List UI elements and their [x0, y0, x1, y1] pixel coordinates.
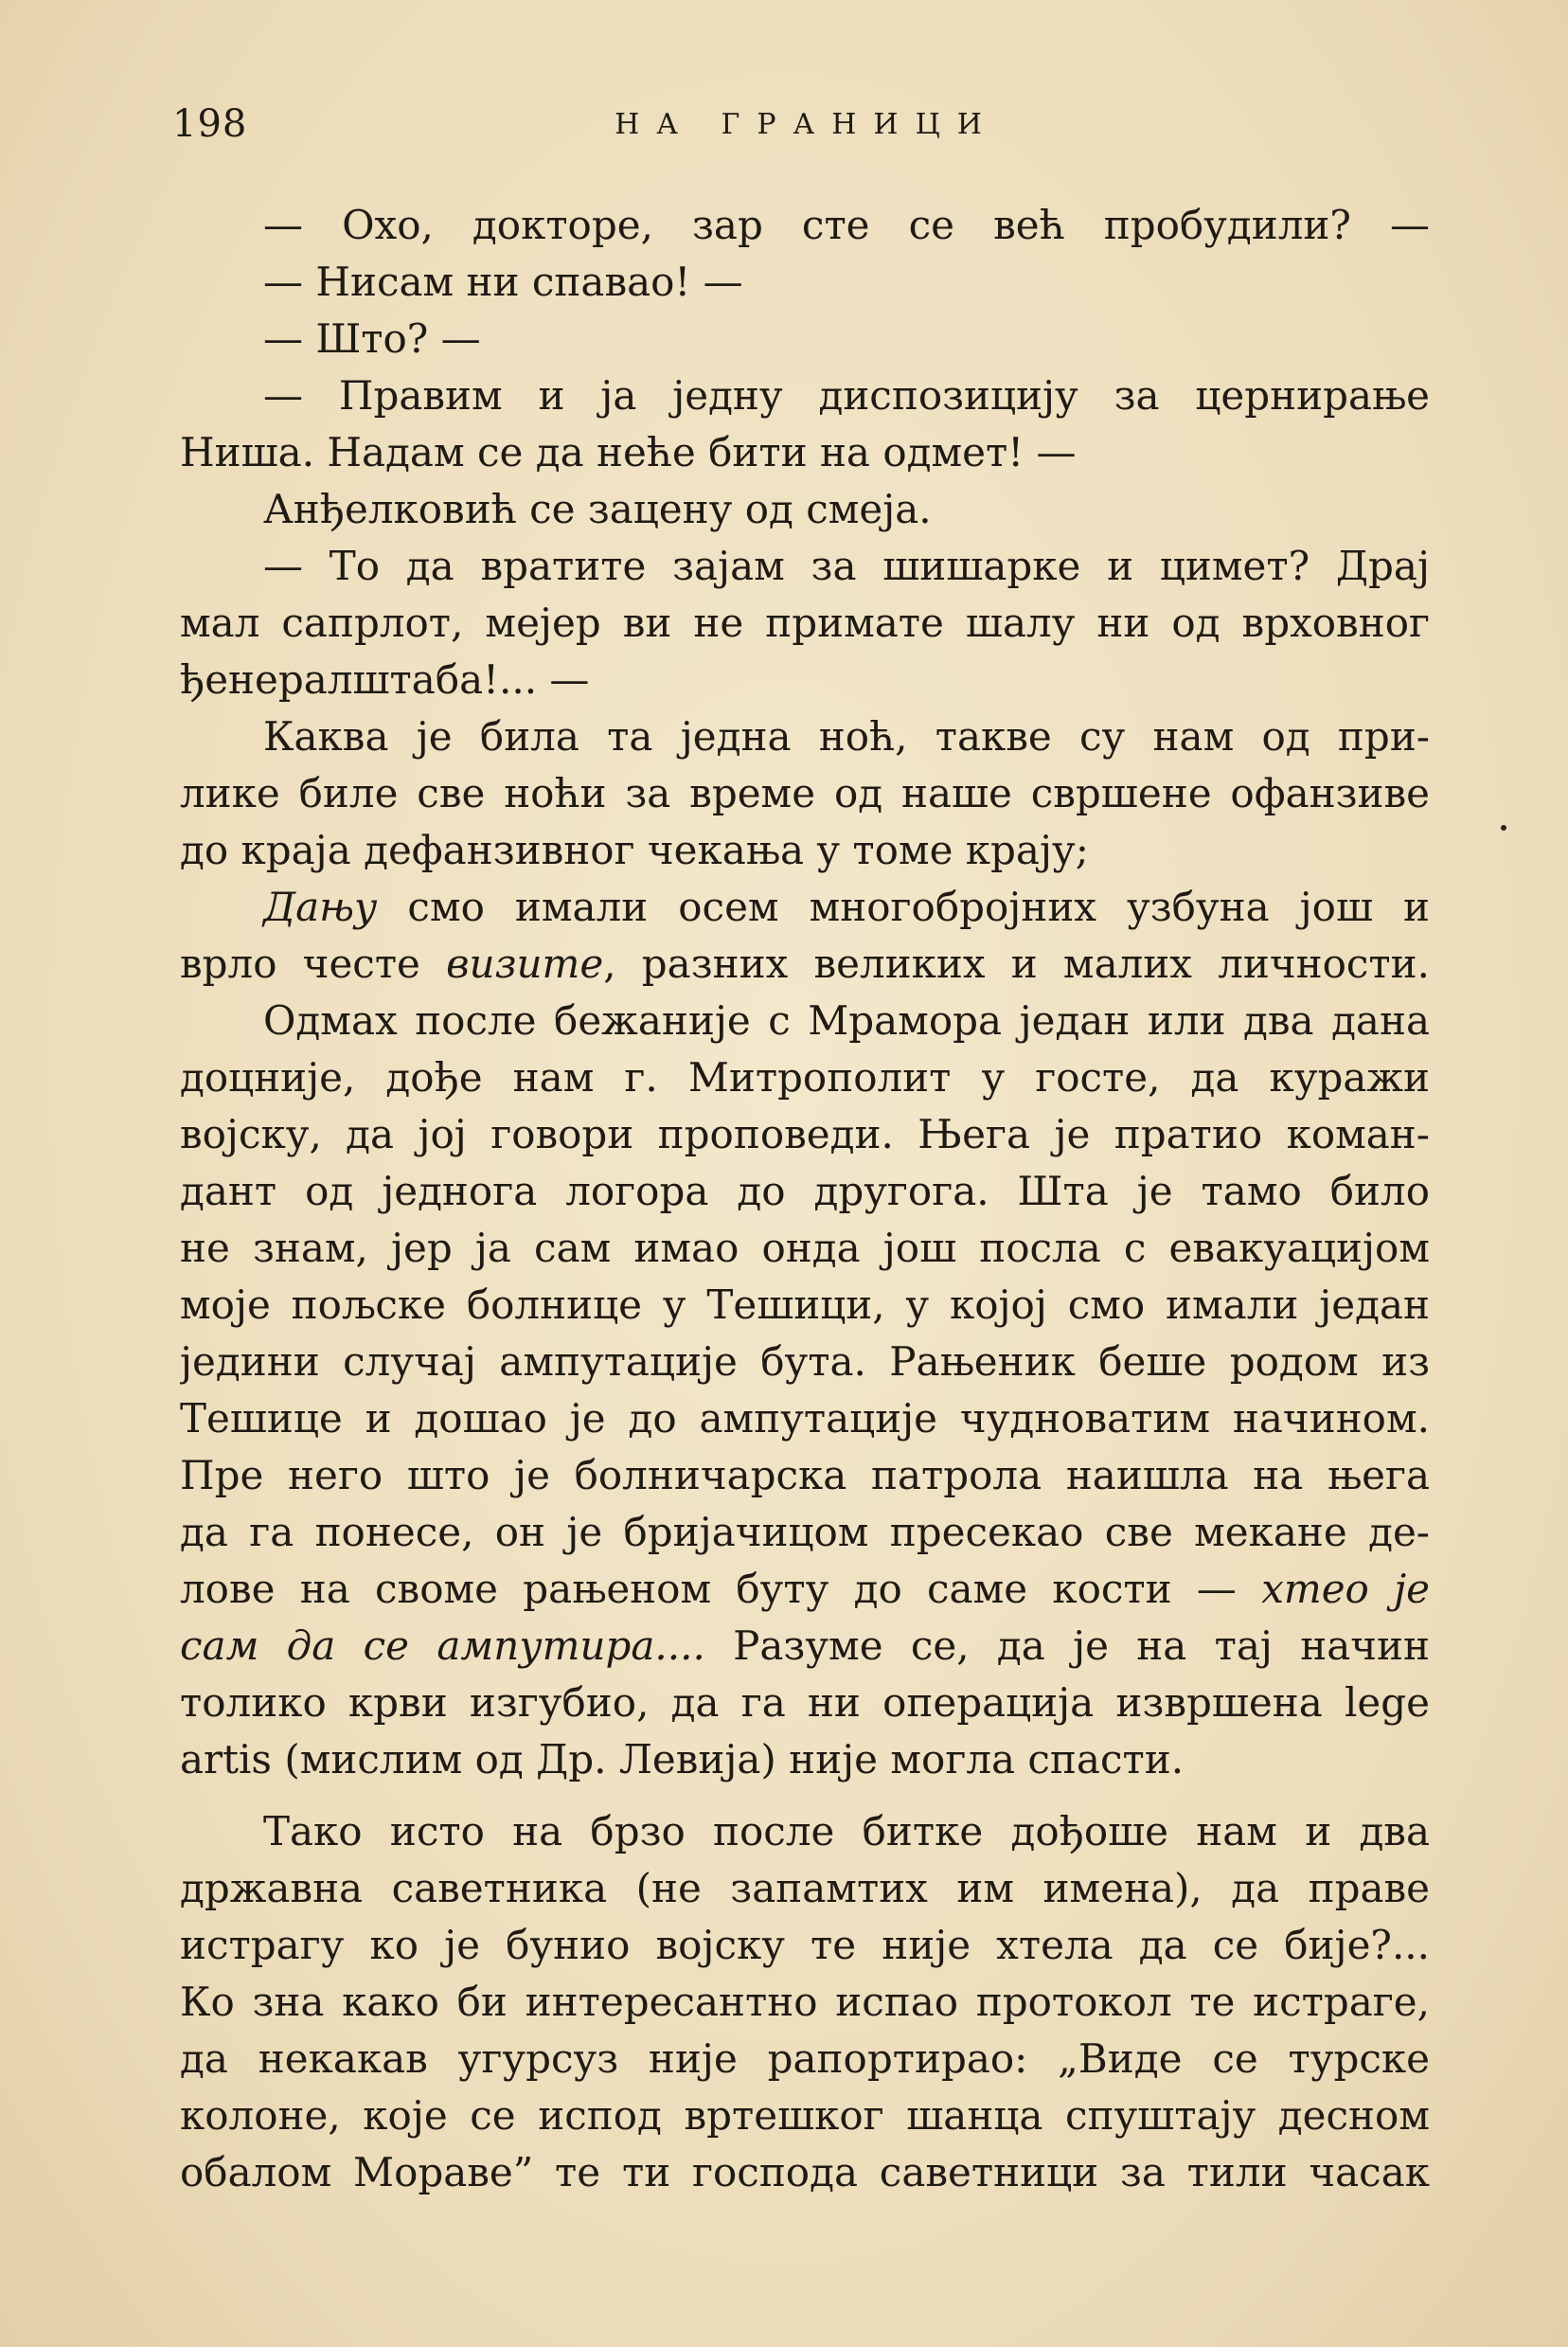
text-line: — Што? —	[263, 315, 481, 362]
paragraph-gap	[180, 1788, 1430, 1803]
text-fragment: смо имали осем многобројних узбуна још и	[407, 884, 1430, 930]
text-line: до краја дефанзивног чекања у томе крају;	[180, 827, 1089, 873]
text-line: Анђелковић се зацену од смеја.	[263, 486, 932, 532]
text-line	[180, 1618, 1430, 1675]
text-line: толико крви изгубио, да га ни операција извршена lege	[180, 1679, 1430, 1726]
text-line: Каква је била та једна ноћ, такве су нам од при-	[263, 713, 1430, 760]
italic-phrase: сам да се ампутира....	[180, 1622, 705, 1669]
page-header	[172, 102, 1441, 159]
text-line: истрагу ко је бунио војску те није хтела да се бије?...	[180, 1922, 1430, 1968]
text-line: Одмах после бежаније с Мрамора један или два дана	[263, 997, 1430, 1044]
text-line: колоне, које се испод вртешког шанца спуштају десном	[180, 2092, 1430, 2139]
text-line: једини случај ампутације бута. Рањеник беше родом из	[180, 1338, 1430, 1385]
text-fragment: лове на своме рањеном буту до саме кости —	[180, 1566, 1237, 1612]
text-line: да некакав угурсуз није рапортирао: „Виде се турске	[180, 2035, 1430, 2082]
text-line: мал сапрлот, мејер ви не примате шалу ни од врховног	[180, 600, 1430, 646]
text-line: Ниша. Надам се да неће бити на одмет! —	[180, 429, 1077, 475]
text-fragment: врло честе	[180, 941, 420, 987]
italic-phrase: хтео је	[1261, 1566, 1430, 1612]
page-number: 198	[172, 102, 248, 146]
text-line	[180, 1561, 1430, 1618]
text-line: државна саветника (не запамтих им имена), да праве	[180, 1865, 1430, 1911]
text-line: да га понесе, он је бријачицом пресекао све мекане де-	[180, 1509, 1430, 1555]
text-line: Пре него што је болничарска патрола наишла на њега	[180, 1452, 1430, 1498]
text-line: ђенералштаба!... —	[180, 656, 590, 703]
text-line	[180, 879, 1430, 936]
text-line: — Нисам ни спавао! —	[263, 259, 743, 305]
text-line: — Охо, докторе, зар сте се већ пробудили? —	[263, 202, 1430, 248]
text-fragment: , разних великих и малих личности.	[603, 941, 1430, 987]
italic-word: визите	[446, 941, 604, 987]
text-fragment: Разуме се, да је на тај начин	[704, 1622, 1430, 1669]
text-line: — Правим и ја једну диспозицију за цернирање	[263, 372, 1430, 419]
italic-word: Дању	[263, 884, 378, 930]
text-line: дант од једнога логора до другога. Шта је тамо било	[180, 1168, 1430, 1214]
text-line: моје пољске болнице у Тешици, у којој смо имали један	[180, 1281, 1430, 1328]
text-line: војску, да јој говори проповеди. Њега је пратио коман-	[180, 1111, 1430, 1157]
text-line: обалом Мораве” те ти господа саветници за тили часак	[180, 2149, 1430, 2195]
text-line: не знам, јер ја сам имао онда још посла с евакуацијом	[180, 1225, 1430, 1271]
text-line: доцније, дође нам г. Митрополит у госте, да куражи	[180, 1054, 1430, 1101]
text-line: лике биле све ноћи за време од наше свршене офанзиве	[180, 770, 1430, 816]
text-line: Тако исто на брзо после битке дођоше нам и два	[263, 1808, 1430, 1854]
text-line	[180, 936, 1430, 993]
ink-speck	[1501, 825, 1506, 831]
running-title: НА ГРАНИЦИ	[615, 108, 999, 141]
text-line: artis (мислим од Др. Левија) није могла спасти.	[180, 1736, 1185, 1783]
text-line: Ко зна како би интересантно испао протокол те истраге,	[180, 1979, 1430, 2025]
text-line: — То да вратите зајам за шишарке и цимет? Драј	[263, 543, 1430, 589]
text-line: Тешице и дошао је до ампутације чудноватим начином.	[180, 1395, 1430, 1442]
body-text	[180, 197, 1430, 2201]
